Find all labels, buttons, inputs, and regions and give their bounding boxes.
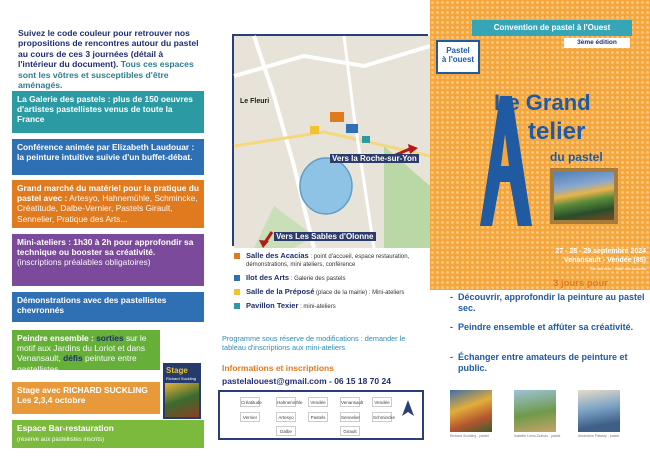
landscape-painting: [550, 168, 618, 224]
legend-swatch: [234, 253, 240, 259]
stage-thumb-sub: Richard Suckling: [166, 376, 197, 381]
sponsor-logo: Venansault: [340, 397, 360, 407]
map-drawing: [234, 36, 430, 248]
sponsor-logo: Dalbe: [276, 426, 296, 436]
conference-block: [12, 139, 204, 175]
conference-text: Conférence animée par Elizabeth Laudouar : la peinture intuitive suivie d'un buffet-débat.: [17, 142, 195, 163]
legend-name: Salle de la Préposé: [246, 287, 315, 296]
location-map: [232, 34, 428, 246]
ensemble-sorties: sorties: [96, 333, 124, 343]
legend-name: Ilot des Arts: [246, 273, 290, 282]
ensemble-defis: défis: [63, 353, 83, 364]
sponsor-logo: Créatitude: [240, 397, 260, 407]
ensemble-detail: sur le motif aux Jardins du Loriot et dans Venansault,: [17, 333, 147, 364]
stage-text: Stage avec RICHARD SUCKLING Les 2,3,4 octobre: [17, 385, 148, 406]
sponsor-logo: Schmincke: [372, 412, 392, 422]
artwork-caption: Isabelle Lomo-Dubois - pastel: [514, 434, 561, 438]
intro-highlight: Tous ces espaces sont les vôtres et susceptibles d'être aménagés.: [18, 59, 194, 91]
legend-item-acacias: [234, 252, 424, 269]
sponsor-logos: [218, 390, 424, 440]
map-label-fleuri: Le Fleuri: [240, 98, 270, 105]
legend-detail: (place de la mairie) : Mini-ateliers: [316, 290, 405, 296]
legend-detail: : point d'accueil, espace restauration, démonstrations, mini ateliers, conférence: [246, 254, 410, 268]
artwork-thumb-3: [578, 390, 620, 432]
intro-main: Suivez le code couleur pour retrouver nos propositions de rencontres autour du pastel au cours de ces 3 journées (détail à l'intérieur du document).: [18, 28, 199, 70]
logo-line1: Pastel: [446, 46, 470, 55]
title-le-grand: Le Grand: [494, 90, 591, 115]
artwork-thumb-1: [450, 390, 492, 432]
mini-title: Mini-ateliers : 1h30 à 2h pour approfondir sa technique ou booster sa créativité.: [17, 237, 194, 258]
bar-text: Espace Bar-restauration: [17, 423, 114, 433]
legend-detail: : Galerie des pastels: [290, 276, 346, 282]
legend-item-texier: [234, 302, 424, 311]
sponsor-logo: Pastels: [308, 412, 328, 422]
marche-title: Grand marché du matériel pour la pratique du pastel avec :: [17, 183, 199, 204]
middle-panel: [212, 0, 430, 464]
demo-block: [12, 292, 204, 322]
legend-detail: : mini-ateliers: [300, 304, 336, 310]
intro-text: [18, 28, 204, 90]
stage-thumb-artwork: [165, 383, 199, 417]
legend-swatch: [234, 275, 240, 281]
three-days-heading: 3 jours pour: [553, 278, 608, 289]
event-dates: [522, 248, 646, 274]
bullet-item: - Échanger entre amateurs de peinture et public.: [450, 352, 646, 373]
sponsor-logo: Vendée: [308, 397, 328, 407]
bar-restauration-block: [12, 420, 204, 448]
logo-line2: à l'ouest: [441, 55, 475, 64]
ensemble-block: [12, 330, 160, 374]
title-du-pastel: du pastel: [550, 150, 603, 164]
edition-badge: 3ème édition: [564, 38, 630, 48]
sponsor-logo: Artesyo: [276, 412, 296, 422]
marche-block: [12, 180, 204, 228]
legend-name: Pavillon Texier: [246, 301, 299, 310]
compass-logo-icon: [398, 398, 418, 420]
artwork-caption: Amandine Patardy - pastel: [578, 434, 620, 438]
legend-swatch: [234, 303, 240, 309]
stage-thumbnail: [162, 362, 202, 420]
map-dir-roche: Vers la Roche-sur-Yon: [332, 154, 417, 163]
mini-note: (inscriptions préalables obligatoires): [17, 257, 151, 268]
info-title: Informations et inscriptions: [222, 363, 334, 373]
legend-item-prepose: [234, 288, 424, 297]
title-atelier: telier: [528, 118, 586, 145]
mini-ateliers-block: [12, 234, 204, 286]
ensemble-label: Peindre ensemble :: [17, 333, 94, 343]
artwork-thumb-2: [514, 390, 556, 432]
place-sub: Îlot des Arts - Salle des Acacias: [590, 266, 646, 271]
programme-note: Programme sous réserve de modifications : demander le tableau d'inscriptions aux mini-ateliers: [222, 334, 406, 352]
bullet-item: - Découvrir, approfondir la peinture au pastel sec.: [450, 292, 646, 313]
legend-item-ilot: [234, 274, 424, 283]
bullet-item: - Peindre ensemble et affûter sa créativité.: [450, 322, 646, 333]
sponsor-logo: Girault: [340, 426, 360, 436]
pastel-a-louest-logo: [436, 40, 480, 74]
place-line: Venansault - Vendée (85): [563, 256, 646, 264]
legend-name: Salle des Acacias: [246, 251, 309, 260]
demo-text: Démonstrations avec des pastellistes chevronnés: [17, 295, 167, 316]
contact-line: pastelalouest@gmail.com - 06 15 18 70 24: [222, 376, 391, 386]
artwork-caption: Richard Suckling - pastel: [450, 434, 489, 438]
left-panel: [0, 0, 212, 464]
galerie-block: [12, 91, 204, 133]
legend-swatch: [234, 289, 240, 295]
sponsor-logo: Hahnemühle: [276, 397, 296, 407]
sponsor-logo: Sennelier: [340, 412, 360, 422]
map-dir-sables: Vers Les Sables d'Olonne: [276, 232, 374, 241]
stage-thumb-title: Stage: [166, 366, 188, 375]
stage-block: [12, 382, 160, 414]
sponsor-logo: Vendée: [372, 397, 392, 407]
galerie-text: La Galerie des pastels : plus de 150 oeuvres d'artistes pastellistes venus de toute la France: [17, 94, 193, 125]
right-panel: [430, 0, 650, 464]
bar-note: (réservé aux pastellistes inscrits): [17, 437, 105, 444]
ensemble-end: peinture entre pastellistes: [17, 353, 137, 374]
dates-line: 27 - 28 - 29 septembre 2024: [555, 248, 646, 255]
marche-brands: Artesyo, Hahnemühle, Schmincke, Créatitude, Dalbe-Vernier, Pastels Girault, Sennelier, Pratique des Arts...: [17, 193, 198, 224]
map-legend: [234, 252, 424, 316]
sponsor-logo: Vernier: [240, 412, 260, 422]
convention-banner: Convention de pastel à l'Ouest: [472, 20, 632, 36]
